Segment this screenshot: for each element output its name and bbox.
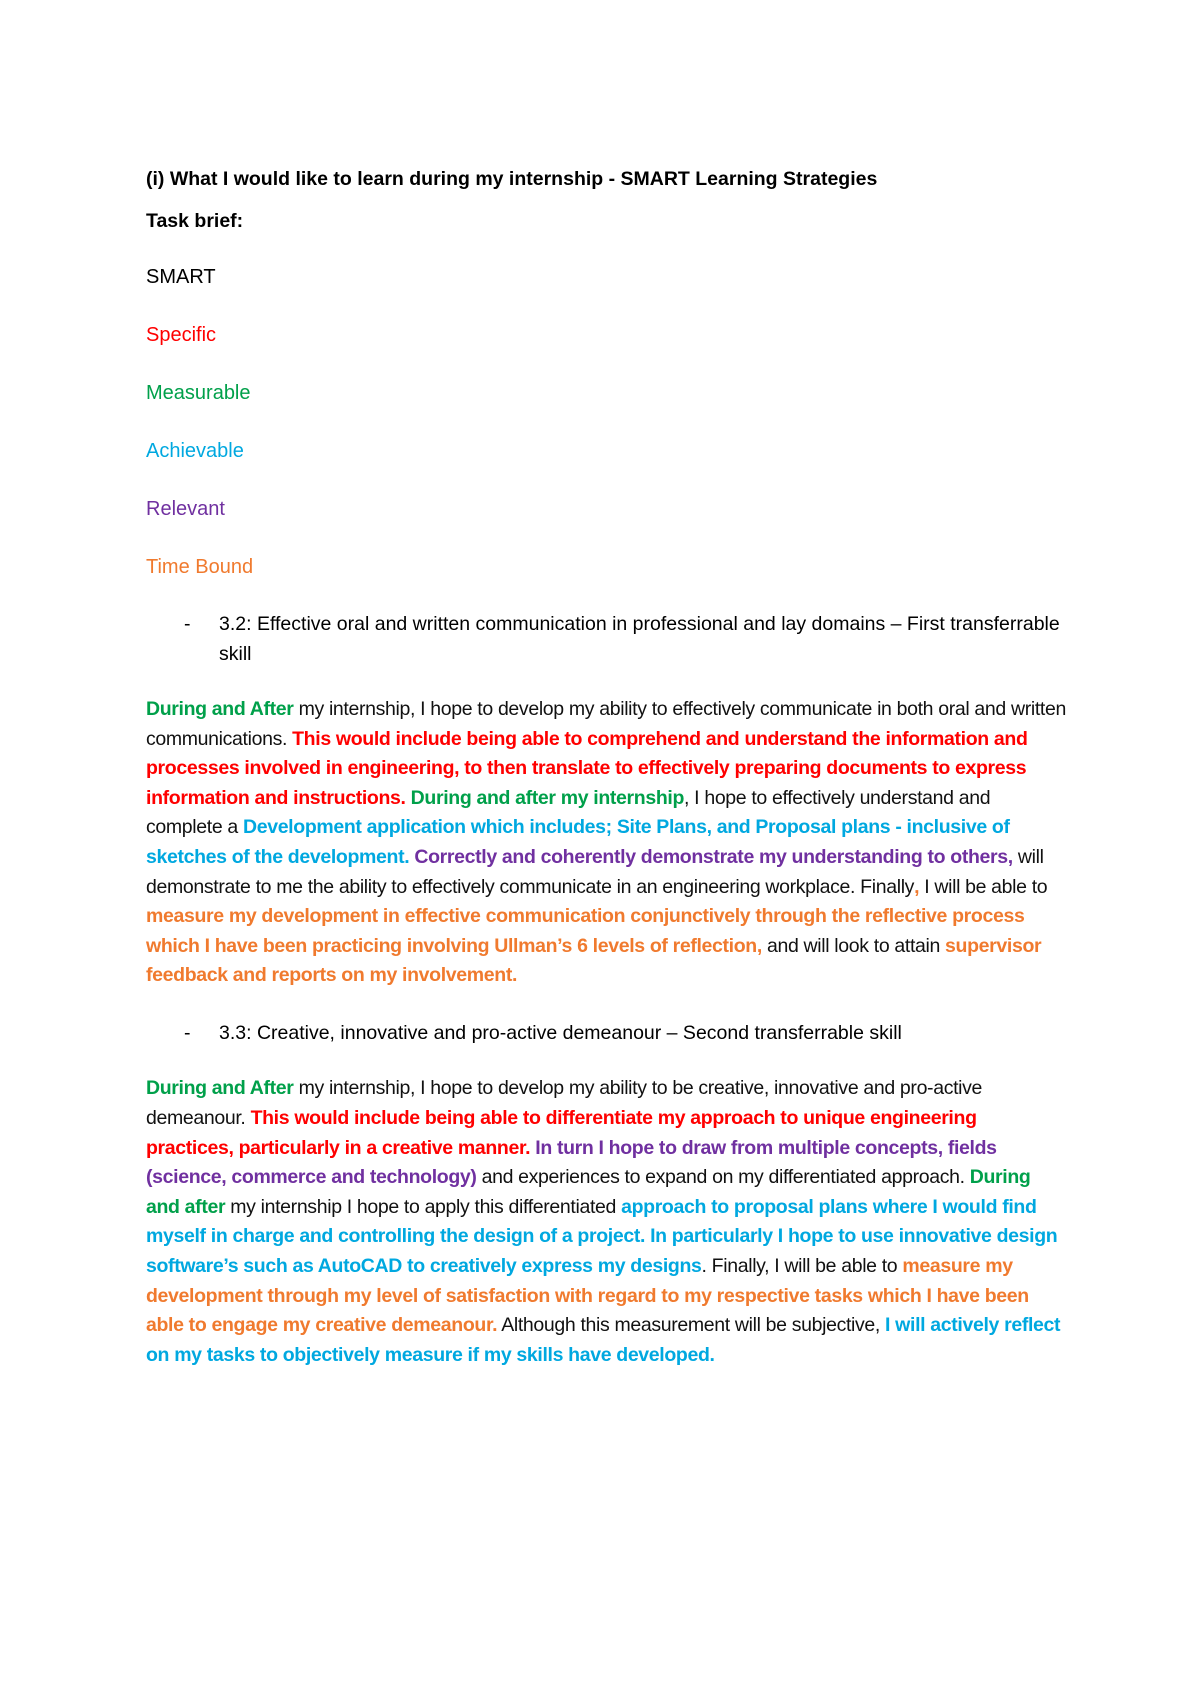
text-run-green: During and after my internship — [410, 786, 685, 809]
task-brief-label: Task brief: — [146, 210, 244, 232]
text-run-purple: In turn I hope to draw from multiple concepts, fields (science, commerce and technology) — [146, 1136, 997, 1189]
smart-relevant: Relevant — [146, 498, 225, 520]
smart-specific: Specific — [146, 324, 217, 346]
page-heading: (i) What I would like to learn during my internship - SMART Learning Strategies — [146, 168, 878, 190]
text-run-black: and experiences to expand on my differentiated approach. — [476, 1166, 970, 1189]
bullet-text: 3.3: Creative, innovative and pro-active demeanour – Second transferrable skill — [219, 1021, 902, 1044]
text-run-black: my internship, I hope to develop my ability to effectively communicate in both oral and written communications. — [146, 698, 1066, 750]
bullet-dash: - — [184, 1021, 191, 1044]
text-run-black: . Finally, I will be able to — [701, 1255, 903, 1277]
text-run-green: During and After — [146, 1077, 299, 1100]
text-run-green: During and After — [146, 698, 299, 720]
bullet-skill-3-3 — [146, 1019, 1066, 1049]
smart-achievable: Achievable — [146, 440, 244, 462]
bullet-skill-3-2 — [146, 610, 1066, 669]
paragraph-communication — [146, 695, 1066, 991]
text-run-blue: Development application which includes; Site Plans, and Proposal plans - inclusive of sketches of the development. — [146, 816, 1010, 868]
document-body — [146, 166, 1066, 1398]
bullet-dash: - — [184, 613, 191, 635]
text-run-black: and will look to attain — [761, 934, 946, 957]
paragraph-creativity — [146, 1074, 1066, 1370]
text-run-orange: , — [914, 875, 920, 898]
text-run-red: This would include being able to differentiate my approach to unique engineering practices, particularly in a creative manner. — [146, 1107, 977, 1159]
text-run-orange: measure my development through my level of satisfaction with regard to my respective tasks which I have been able to engage my creative demeanour. — [146, 1255, 1029, 1337]
text-run-green: During and after — [146, 1166, 1031, 1218]
smart-title: SMART — [146, 266, 216, 288]
text-run-red: This would include being able to comprehend and understand the information and processes involved in engineering, to then translate to effectively preparing documents to express information and instructions. — [146, 727, 1028, 809]
text-run-black: Although this measurement will be subjective, — [497, 1314, 886, 1337]
text-run-orange: measure my development in effective communication conjunctively through the reflective process which I have been practicing involving Ullman’s 6 levels of reflection, — [146, 905, 1025, 957]
text-run-blue: I will actively reflect on my tasks to objectively measure if my skills have developed. — [146, 1314, 1061, 1366]
bullet-text: 3.2: Effective oral and written communication in professional and lay domains – First transferrable skill — [219, 613, 1060, 665]
text-run-black: will demonstrate to me the ability to effectively communicate in an engineering workplace. Finally — [146, 845, 1044, 898]
smart-time-bound: Time Bound — [146, 556, 254, 578]
text-run-black: I will be able to — [919, 875, 1048, 898]
text-run-black: , I hope to effectively understand and complete a — [146, 786, 991, 839]
smart-measurable: Measurable — [146, 382, 251, 404]
text-run-blue: approach to proposal plans where I would find myself in charge and controlling the design of a project. In particularly I hope to use innovative design software’s such as AutoCAD to creatively express my designs — [146, 1195, 1058, 1277]
text-run-black: my internship I hope to apply this differentiated — [225, 1195, 622, 1218]
text-run-black: my internship, I hope to develop my ability to be creative, innovative and pro-active demeanour. — [146, 1077, 983, 1130]
text-run-orange: supervisor feedback and reports on my involvement. — [146, 934, 1042, 987]
text-run-purple: Correctly and coherently demonstrate my understanding to others, — [414, 845, 1013, 868]
